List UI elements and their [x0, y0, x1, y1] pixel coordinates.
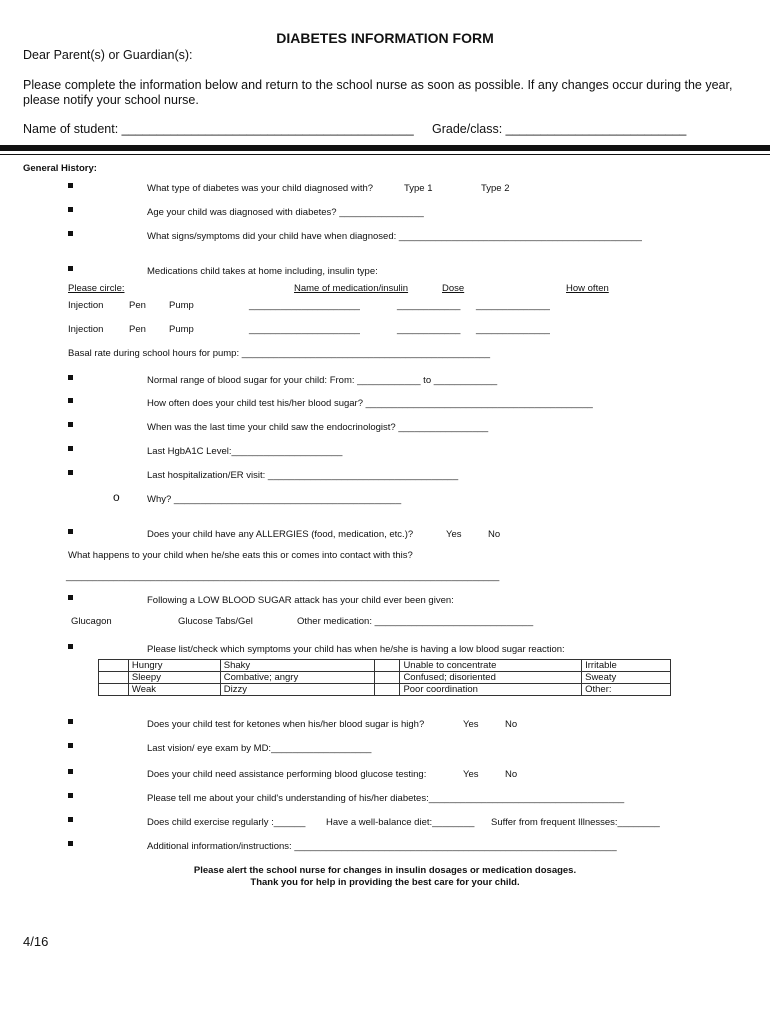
option-type-2[interactable]: Type 2: [481, 183, 510, 194]
question-why[interactable]: Why? ___________________________________________: [147, 494, 402, 505]
question-low-blood-sugar: Following a LOW BLOOD SUGAR attack has your child ever been given:: [147, 595, 454, 606]
question-illnesses[interactable]: Suffer from frequent Illnesses:________: [491, 817, 660, 828]
bullet-icon: [68, 398, 73, 403]
symptom-cell: Other:: [582, 684, 671, 696]
salutation: Dear Parent(s) or Guardian(s):: [23, 48, 193, 62]
bullet-icon: [68, 769, 73, 774]
intro-line-2: please notify your school nurse.: [23, 93, 199, 107]
symptom-cell: Irritable: [582, 660, 671, 672]
option-glucose-tabs[interactable]: Glucose Tabs/Gel: [178, 616, 253, 627]
symptom-cell: Confused; disoriented: [400, 672, 582, 684]
question-blood-sugar-range[interactable]: Normal range of blood sugar for your child: From: ____________ to ____________: [147, 375, 498, 386]
version-label: 4/16: [23, 934, 49, 949]
how-often-blank[interactable]: ______________: [476, 324, 550, 335]
option-glucagon[interactable]: Glucagon: [71, 616, 112, 627]
bullet-icon: [68, 446, 73, 451]
question-allergies: Does your child have any ALLERGIES (food, medication, etc.)?: [147, 529, 414, 540]
footer-alert: Please alert the school nurse for changes in insulin dosages or medication dosages.: [193, 865, 577, 876]
symptom-cell: Dizzy: [220, 684, 374, 696]
bullet-icon: [68, 231, 73, 236]
question-contact: What happens to your child when he/she eats this or comes into contact with this?: [68, 550, 413, 561]
student-name-field[interactable]: Name of student: __________________________________________: [23, 122, 414, 136]
table-row: [99, 660, 671, 672]
other-medication-field[interactable]: Other medication: ______________________________: [297, 616, 534, 627]
option-pump[interactable]: Pump: [169, 324, 194, 335]
question-hgba1c[interactable]: Last HgbA1C Level:_____________________: [147, 446, 343, 457]
symptom-checkbox[interactable]: [374, 660, 400, 672]
bullet-icon: [68, 817, 73, 822]
med-name-header: Name of medication/insulin: [294, 283, 409, 294]
symptom-checkbox[interactable]: [99, 660, 129, 672]
basal-rate-field[interactable]: Basal rate during school hours for pump: _______________________________________________: [68, 348, 491, 359]
option-no[interactable]: No: [505, 719, 518, 730]
header-divider-thin: [0, 154, 770, 155]
question-ketones: Does your child test for ketones when his/her blood sugar is high?: [147, 719, 425, 730]
question-endocrinologist[interactable]: When was the last time your child saw the endocrinologist? _________________: [147, 422, 489, 433]
bullet-icon: [68, 743, 73, 748]
question-understanding[interactable]: Please tell me about your child's understanding of his/her diabetes:_____________________________________: [147, 793, 625, 804]
option-pen[interactable]: Pen: [129, 324, 146, 335]
symptom-cell: Combative; angry: [220, 672, 374, 684]
footer-thanks: Thank you for help in providing the best care for your child.: [250, 877, 520, 888]
bullet-icon: [68, 529, 73, 534]
option-type-1[interactable]: Type 1: [404, 183, 433, 194]
med-name-blank[interactable]: _____________________: [249, 300, 360, 311]
bullet-icon: [68, 422, 73, 427]
symptom-cell: Sweaty: [582, 672, 671, 684]
dose-header: Dose: [442, 283, 465, 294]
question-exercise[interactable]: Does child exercise regularly :______: [147, 817, 306, 828]
bullet-icon: [68, 719, 73, 724]
question-hospitalization[interactable]: Last hospitalization/ER visit: ____________________________________: [147, 470, 459, 481]
symptom-checkbox[interactable]: [99, 684, 129, 696]
grade-class-field[interactable]: Grade/class: __________________________: [432, 122, 687, 136]
please-circle-label: Please circle:: [68, 283, 125, 294]
bullet-icon: [68, 375, 73, 380]
bullet-icon: [68, 207, 73, 212]
option-injection[interactable]: Injection: [68, 300, 104, 311]
intro-line-1: Please complete the information below and return to the school nurse as soon as possible. If any changes occur during the year,: [23, 78, 733, 92]
question-age-diagnosed[interactable]: Age your child was diagnosed with diabetes? ________________: [147, 207, 424, 218]
section-title: General History:: [23, 163, 97, 174]
table-row: [99, 684, 671, 696]
bullet-icon: [68, 841, 73, 846]
symptom-cell: Poor coordination: [400, 684, 582, 696]
question-diabetes-type: What type of diabetes was your child diagnosed with?: [147, 183, 374, 194]
option-injection[interactable]: Injection: [68, 324, 104, 335]
symptoms-table: [98, 659, 671, 696]
question-medications: Medications child takes at home including, insulin type:: [147, 266, 378, 277]
table-row: [99, 672, 671, 684]
option-yes[interactable]: Yes: [463, 719, 479, 730]
question-symptoms: Please list/check which symptoms your child has when he/she is having a low blood sugar reaction:: [147, 644, 565, 655]
bullet-icon: [68, 644, 73, 649]
option-no[interactable]: No: [488, 529, 501, 540]
dose-blank[interactable]: ____________: [397, 324, 461, 335]
question-additional-info[interactable]: Additional information/instructions: _____________________________________________________________: [147, 841, 617, 852]
question-test-frequency[interactable]: How often does your child test his/her blood sugar? ___________________________________________: [147, 398, 593, 409]
question-assistance: Does your child need assistance performing blood glucose testing:: [147, 769, 427, 780]
option-pen[interactable]: Pen: [129, 300, 146, 311]
header-divider-thick: [0, 145, 770, 151]
symptom-cell: Unable to concentrate: [400, 660, 582, 672]
symptom-cell: Sleepy: [128, 672, 220, 684]
page-title: DIABETES INFORMATION FORM: [276, 30, 494, 46]
bullet-icon: [68, 183, 73, 188]
how-often-blank[interactable]: ______________: [476, 300, 550, 311]
symptom-checkbox[interactable]: [374, 684, 400, 696]
symptom-checkbox[interactable]: [374, 672, 400, 684]
symptom-checkbox[interactable]: [99, 672, 129, 684]
bullet-icon: [68, 595, 73, 600]
sub-bullet-icon: o: [113, 490, 120, 504]
symptom-cell: Shaky: [220, 660, 374, 672]
contact-answer-line[interactable]: __________________________________________________________________________________: [66, 571, 500, 582]
med-name-blank[interactable]: _____________________: [249, 324, 360, 335]
how-often-header: How often: [566, 283, 609, 294]
option-pump[interactable]: Pump: [169, 300, 194, 311]
question-signs-symptoms[interactable]: What signs/symptoms did your child have when diagnosed: ______________________________________________: [147, 231, 642, 242]
option-no[interactable]: No: [505, 769, 518, 780]
question-diet[interactable]: Have a well-balance diet:________: [326, 817, 475, 828]
bullet-icon: [68, 793, 73, 798]
bullet-icon: [68, 266, 73, 271]
question-vision-exam[interactable]: Last vision/ eye exam by MD:___________________: [147, 743, 372, 754]
option-yes[interactable]: Yes: [463, 769, 479, 780]
option-yes[interactable]: Yes: [446, 529, 462, 540]
symptom-cell: Weak: [128, 684, 220, 696]
symptom-cell: Hungry: [128, 660, 220, 672]
bullet-icon: [68, 470, 73, 475]
dose-blank[interactable]: ____________: [397, 300, 461, 311]
